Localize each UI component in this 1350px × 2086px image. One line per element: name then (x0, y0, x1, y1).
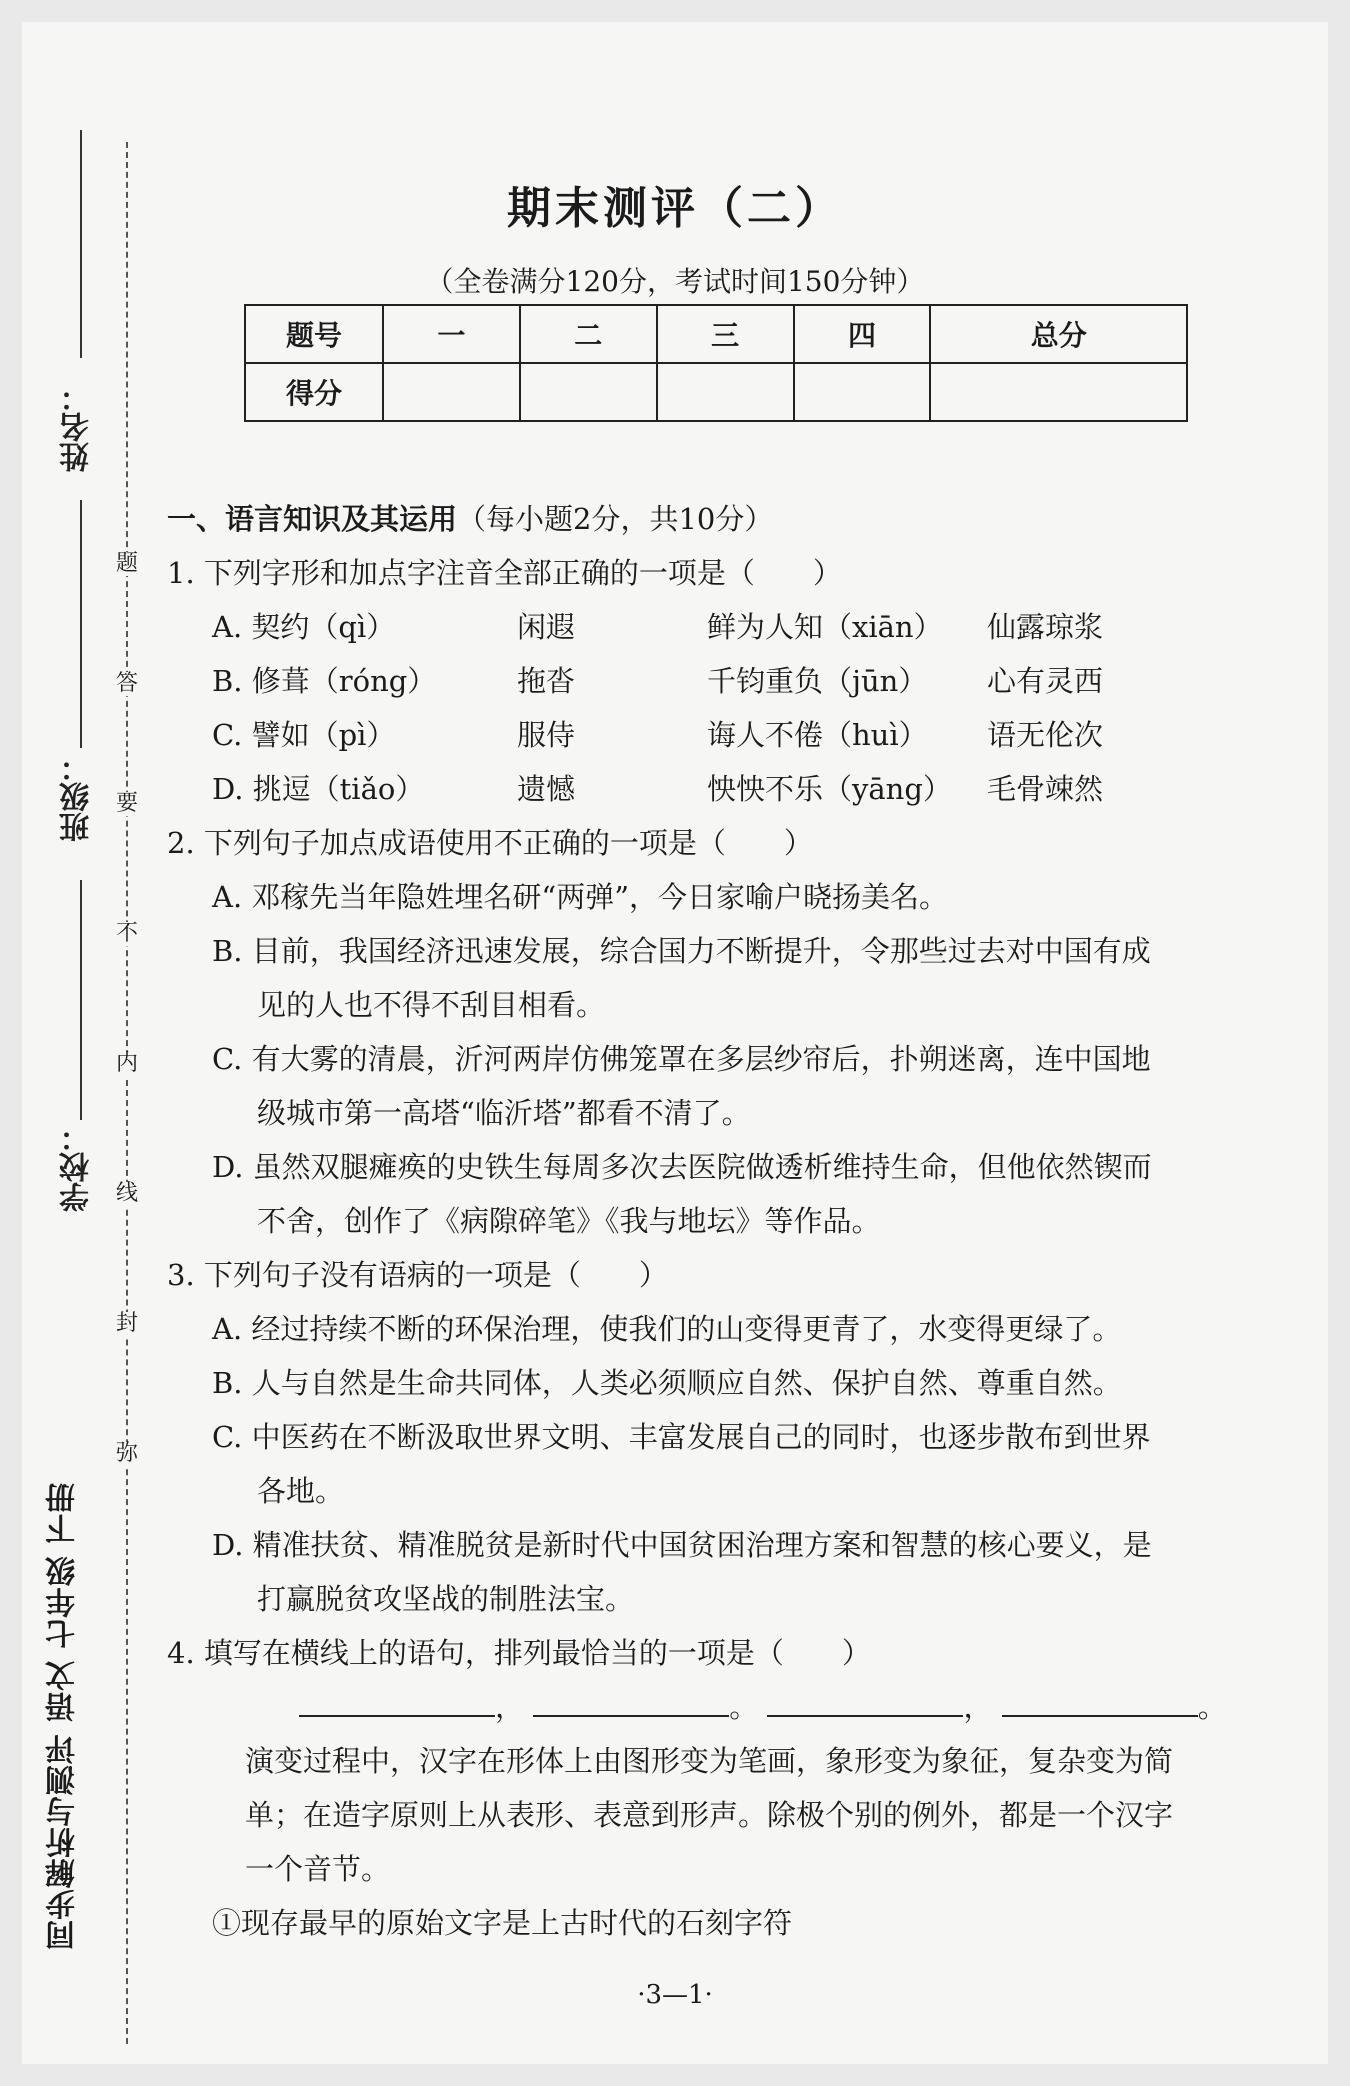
q1-option-cell: 千钧重负（jūn） (707, 664, 928, 698)
q4-passage-line: 单；在造字原则上从表形、表意到形声。除极个别的例外，都是一个汉字 (245, 1798, 1174, 1832)
seal-char: 线 (116, 1181, 139, 1206)
q1-option-cell: 诲人不倦（huì） (707, 718, 928, 752)
blank-punct: ， (495, 1690, 525, 1724)
q4-blanks (167, 1680, 1252, 1734)
q1-option-cell: 语无伦次 (987, 718, 1104, 752)
blank-punct: ， (963, 1690, 993, 1724)
name-label: 姓名： (60, 382, 95, 472)
exam-sheet (22, 22, 1328, 2064)
section-heading (167, 492, 1252, 546)
q2-line: B. 目前，我国经济迅速发展，综合国力不断提升，令那些过去对中国有成 (212, 934, 1151, 968)
q2-line: 不舍，创作了《病隙碎笔》《我与地坛》等作品。 (257, 1204, 881, 1238)
seal-char: 答 (116, 671, 139, 696)
class-label: 班级： (60, 752, 95, 842)
q1-option-cell: 仙露琼浆 (987, 610, 1104, 644)
q2-line: 见的人也不得不刮目相看。 (257, 988, 606, 1022)
q4-passage-line: 演变过程中，汉字在形体上由图形变为笔画，象形变为象征，复杂变为简 (245, 1744, 1174, 1778)
q1-option-cell: 服侍 (517, 718, 576, 752)
q1-option-cell: 鲜为人知（xiān） (707, 610, 943, 644)
q3-line: 打赢脱贫攻坚战的制胜法宝。 (257, 1582, 635, 1616)
q1-option-cell: D. 挑逗（tiǎo） (212, 772, 425, 806)
score-table-cell: 一 (383, 305, 520, 363)
q1-option-row (167, 762, 1252, 816)
seal-char: 封 (116, 1311, 139, 1336)
q3-line: 各地。 (257, 1474, 345, 1508)
fill-blank[interactable] (767, 1685, 963, 1717)
score-label: 得分 (245, 363, 383, 421)
page-title: 期末测评（二） (507, 183, 843, 234)
score-table-header-row (245, 305, 1187, 363)
seal-dashed-line (126, 142, 128, 2044)
score-table (244, 304, 1188, 422)
school-underline (80, 880, 82, 1120)
q1-option-row (167, 600, 1252, 654)
exam-content (167, 492, 1252, 1950)
q1-option-cell: 闲遐 (517, 610, 576, 644)
question-stem: 3. 下列句子没有语病的一项是（ ） (167, 1258, 668, 1292)
q1-option-cell: 遗憾 (517, 772, 576, 806)
q2-line: D. 虽然双腿瘫痪的史铁生每周多次去医院做透析维持生命，但他依然锲而 (212, 1150, 1152, 1184)
q1-option-row (167, 654, 1252, 708)
score-input-cell[interactable] (657, 363, 794, 421)
section-title: 一、语言知识及其运用 (167, 502, 458, 536)
q1-option-cell: B. 修葺（róng） (212, 664, 437, 698)
fill-blank[interactable] (1002, 1685, 1198, 1717)
page-subtitle: （全卷满分120分，考试时间150分钟） (425, 265, 925, 298)
q1-option-cell: A. 契约（qì） (212, 610, 396, 644)
question-stem: 2. 下列句子加点成语使用不正确的一项是（ ） (167, 826, 813, 860)
score-table-cell: 总分 (930, 305, 1187, 363)
question-stem: 1. 下列字形和加点字注音全部正确的一项是（ ） (167, 556, 842, 590)
score-table-cell: 四 (794, 305, 931, 363)
question-stem: 4. 填写在横线上的语句，排列最恰当的一项是（ ） (167, 1636, 871, 1670)
q3-line: D. 精准扶贫、精准脱贫是新时代中国贫困治理方案和智慧的核心要义，是 (212, 1528, 1152, 1562)
q4-passage-line: 一个音节。 (245, 1852, 391, 1886)
score-table-cell: 二 (520, 305, 657, 363)
q1-option-cell: 拖沓 (517, 664, 576, 698)
q1-option-row (167, 708, 1252, 762)
seal-char: 题 (116, 551, 139, 576)
q1-option-cell: C. 譬如（pì） (212, 718, 396, 752)
q2-line: A. 邓稼先当年隐姓埋名研“两弹”，今日家喻户晓扬美名。 (212, 880, 949, 914)
q1-option-cell: 毛骨竦然 (987, 772, 1104, 806)
book-title: 同步解析与测评 语文 七年级 下册 (46, 1482, 81, 1951)
score-table-cell: 题号 (245, 305, 383, 363)
q3-line: B. 人与自然是生命共同体，人类必须顺应自然、保护自然、尊重自然。 (212, 1366, 1122, 1400)
class-underline (80, 500, 82, 748)
score-input-cell[interactable] (383, 363, 520, 421)
fill-blank[interactable] (533, 1685, 729, 1717)
q1-option-cell: 怏怏不乐（yāng） (707, 772, 952, 806)
q4-option-line: ①现存最早的原始文字是上古时代的石刻字符 (212, 1906, 793, 1940)
score-input-cell[interactable] (520, 363, 657, 421)
q2-line: 级城市第一高塔“临沂塔”都看不清了。 (257, 1096, 751, 1130)
seal-char: 内 (116, 1051, 139, 1076)
seal-char: 弥 (116, 1441, 139, 1466)
section-note: （每小题2分，共10分） (457, 502, 774, 536)
blank-punct: 。 (729, 1690, 759, 1724)
q1-option-cell: 心有灵西 (987, 664, 1104, 698)
blank-punct: 。 (1197, 1690, 1227, 1724)
score-input-cell[interactable] (930, 363, 1187, 421)
fill-blank[interactable] (299, 1685, 495, 1717)
score-input-cell[interactable] (794, 363, 931, 421)
q3-line: A. 经过持续不断的环保治理，使我们的山变得更青了，水变得更绿了。 (212, 1312, 1122, 1346)
name-underline (80, 130, 82, 358)
q2-line: C. 有大雾的清晨，沂河两岸仿佛笼罩在多层纱帘后，扑朔迷离，连中国地 (212, 1042, 1151, 1076)
seal-char: 要 (116, 791, 139, 816)
score-table-score-row (245, 363, 1187, 421)
score-table-cell: 三 (657, 305, 794, 363)
school-label: 学校： (60, 1122, 95, 1212)
page-number: ·3—1· (637, 1980, 713, 2010)
q3-line: C. 中医药在不断汲取世界文明、丰富发展自己的同时，也逐步散布到世界 (212, 1420, 1151, 1454)
seal-char: 不 (116, 921, 139, 946)
